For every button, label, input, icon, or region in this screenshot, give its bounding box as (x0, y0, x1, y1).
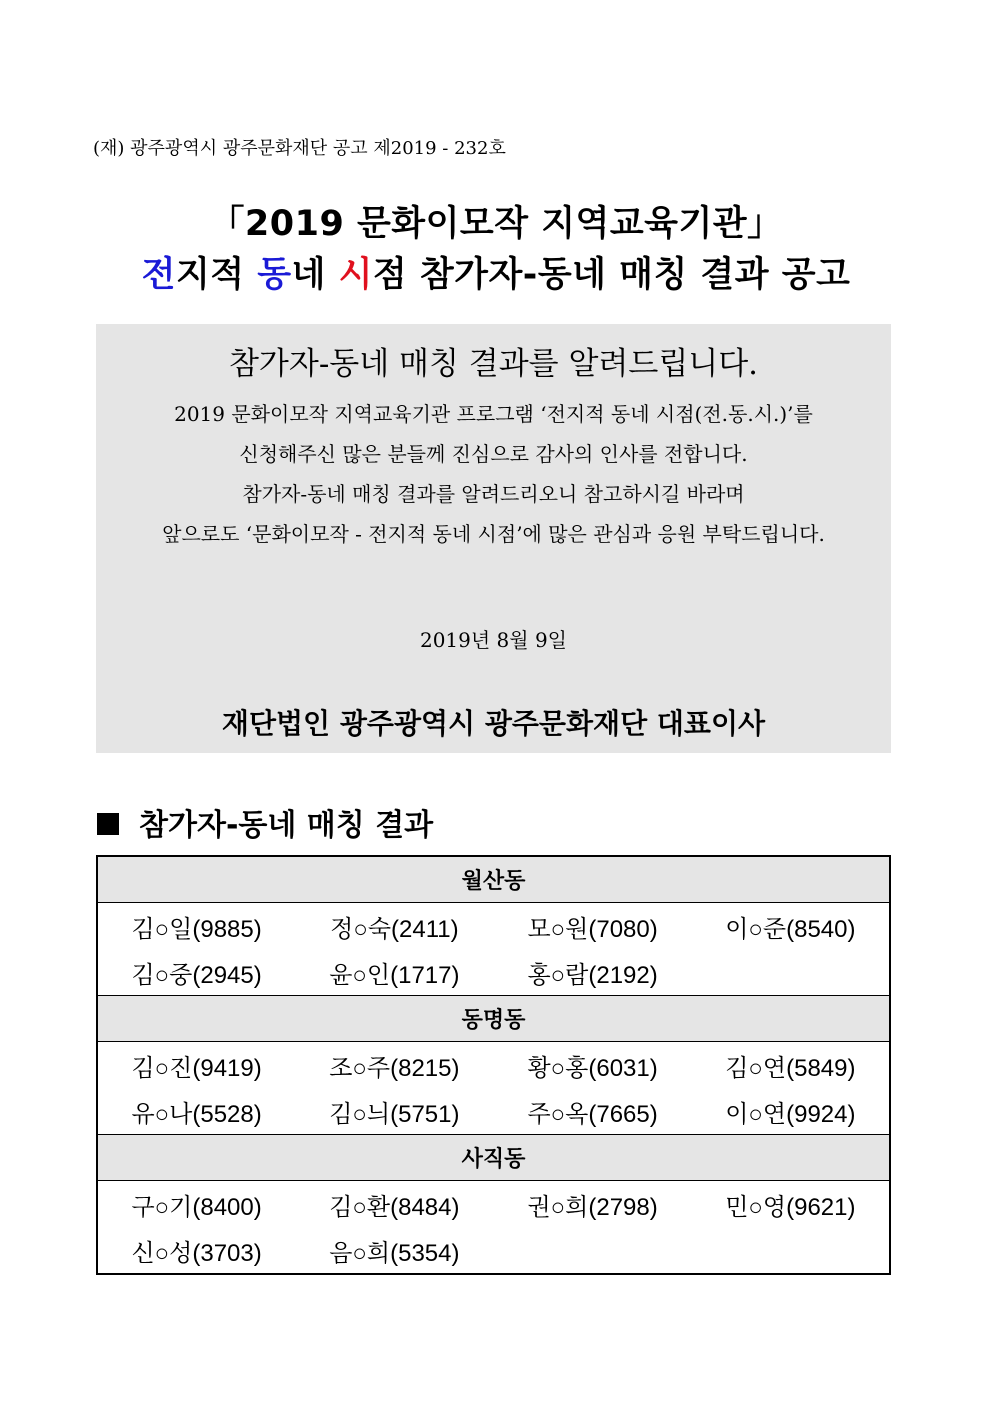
announcement-line: 2019 문화이모작 지역교육기관 프로그램 ‘전지적 동네 시점(전.동.시.)’를 (174, 402, 813, 426)
participant-cell: 황○홍(6031) (527, 1054, 658, 1082)
participant-cell: 구○기(8400) (131, 1193, 262, 1221)
participant-cell: 김○환(8484) (329, 1193, 460, 1221)
notice-number: (재) 광주광역시 광주문화재단 공고 제2019 - 232호 (93, 138, 506, 159)
title-seg-dong: 동 (257, 255, 292, 295)
participant-cell: 김○일(9885) (131, 915, 262, 943)
participant-cell: 주○옥(7665) (527, 1100, 658, 1128)
announcement-line: 앞으로도 ‘문화이모작 - 전지적 동네 시점’에 많은 관심과 응원 부탁드립니다. (162, 522, 825, 546)
table-row (97, 903, 890, 950)
participant-cell: 정○숙(2411) (330, 915, 459, 943)
group-name: 사직동 (97, 1135, 890, 1181)
title-line-2 (0, 247, 992, 297)
participant-cell: 모○원(7080) (527, 915, 658, 943)
table-row (97, 1181, 890, 1228)
announcement-line: 참가자-동네 매칭 결과를 알려드리오니 참고하시길 바라며 (242, 482, 745, 506)
group-name: 동명동 (97, 996, 890, 1042)
group-header-row (97, 1135, 890, 1181)
participant-cell: 윤○인(1717) (329, 961, 460, 989)
title-line-1: 「2019 문화이모작 지역교육기관」 (209, 204, 783, 244)
announcement-date: 2019년 8월 9일 (419, 628, 568, 652)
participant-cell: 홍○람(2192) (527, 961, 658, 989)
participant-cell: 이○연(9924) (725, 1100, 856, 1128)
announcement-heading: 참가자-동네 매칭 결과를 알려드립니다. (228, 346, 759, 382)
announcement-box (96, 324, 891, 753)
announcement-signature: 재단법인 광주광역시 광주문화재단 대표이사 (221, 707, 766, 740)
announcement-line: 신청해주신 많은 분들께 진심으로 감사의 인사를 전합니다. (239, 442, 748, 466)
results-heading-text: 참가자-동네 매칭 결과 (139, 808, 434, 843)
title-seg-ne: 네 (291, 255, 339, 295)
results-heading (97, 800, 433, 844)
participant-cell: 민○영(9621) (725, 1193, 856, 1221)
participant-cell: 음○희(5354) (329, 1239, 460, 1267)
title-seg-jijeok: 지적 (175, 255, 258, 295)
participant-cell: 김○연(5849) (725, 1054, 856, 1082)
square-bullet-icon (97, 813, 119, 835)
table-row (97, 1227, 890, 1274)
group-name: 월산동 (97, 856, 890, 903)
group-header-row (97, 856, 890, 903)
participant-cell: 권○희(2798) (527, 1193, 658, 1221)
table-row (97, 949, 890, 996)
title-seg-rest: 점 참가자-동네 매칭 결과 공고 (372, 255, 851, 295)
participant-cell (692, 949, 890, 996)
participant-cell: 조○주(8215) (329, 1054, 460, 1082)
matching-results-table (96, 855, 891, 1275)
participant-cell: 이○준(8540) (725, 915, 856, 943)
participant-cell: 유○나(5528) (131, 1100, 262, 1128)
table-row (97, 1088, 890, 1135)
title-seg-si: 시 (338, 255, 373, 295)
participant-cell: 김○중(2945) (131, 961, 262, 989)
participant-cell: 김○늬(5751) (329, 1100, 460, 1128)
participant-cell: 김○진(9419) (131, 1054, 262, 1082)
group-header-row (97, 996, 890, 1042)
participant-cell: 신○성(3703) (131, 1239, 262, 1267)
table-row (97, 1042, 890, 1089)
participant-cell (494, 1227, 692, 1274)
participant-cell (692, 1227, 890, 1274)
title-seg-jeon: 전 (141, 255, 176, 295)
